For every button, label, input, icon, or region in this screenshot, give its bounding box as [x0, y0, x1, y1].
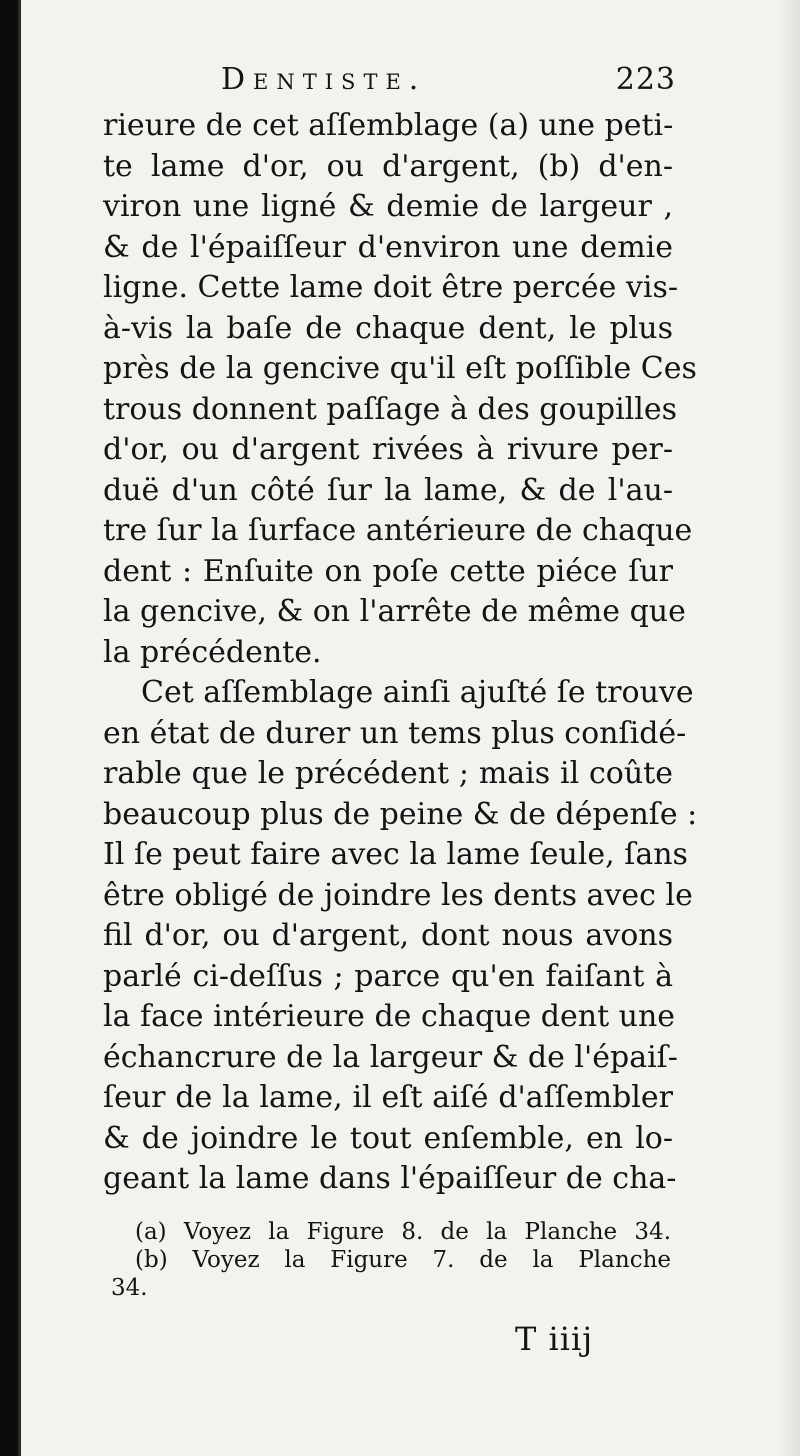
text-line: ſeur de la lame, il eſt aiſé d'aſſembler — [103, 1080, 673, 1115]
text-line: la face intérieure de chaque dent une — [103, 999, 676, 1034]
text-line: rieure de cet aſſemblage (a) une peti- — [103, 108, 674, 143]
text-line: viron une ligné & demie de largeur , — [103, 189, 673, 224]
signature-mark: T iiij — [515, 1320, 594, 1358]
text-line: te lame d'or, ou d'argent, (b) d'en- — [103, 148, 673, 184]
text-line: fil d'or, ou d'argent, dont nous avons — [103, 918, 673, 953]
text-line: la précédente. — [103, 634, 322, 670]
body-text — [103, 106, 698, 1200]
text-line: Il ſe peut faire avec la lame ſeule, ſans — [103, 837, 688, 872]
footnotes — [111, 1218, 671, 1302]
text-line: échancrure de la largeur & de l'épaiſ- — [103, 1039, 678, 1075]
page-number: 223 — [615, 62, 676, 97]
text-line-paragraph-start: Cet aſſemblage ainſi ajuſté ſe trouve — [141, 675, 694, 710]
text-line: parlé ci-deſſus ; parce qu'en faiſant à — [103, 958, 673, 994]
text-line: ligne. Cette lame doit être percée vis- — [103, 270, 678, 305]
footnote-b-continued: 34. — [111, 1275, 148, 1301]
page-edge-shadow — [778, 0, 800, 1456]
text-line: à-vis la baſe de chaque dent, le plus — [103, 310, 673, 346]
text-line: beaucoup plus de peine & de dépenſe : — [103, 796, 698, 832]
text-line: en état de durer un tems plus conſidé- — [103, 715, 687, 751]
footnote-a: (a) Voyez la Figure 8. de la Planche 34. — [135, 1219, 671, 1245]
text-line: duë d'un côté ſur la lame, & de l'au- — [103, 472, 673, 508]
text-line: trous donnent paſſage à des goupilles — [103, 391, 677, 427]
footnote-b: (b) Voyez la Figure 7. de la Planche — [135, 1247, 671, 1273]
text-line: près de la gencive qu'il eſt poſſible Ces — [103, 351, 697, 386]
text-line: & de joindre le tout enſemble, en lo- — [103, 1120, 673, 1156]
text-line: & de l'épaiſſeur d'environ une demie — [103, 229, 673, 265]
text-line: tre ſur la ſurface antérieure de chaque — [103, 513, 693, 548]
text-line: la gencive, & on l'arrête de même que — [103, 594, 686, 629]
text-line: geant la lame dans l'épaiſſeur de cha- — [103, 1161, 677, 1196]
text-line: d'or, ou d'argent rivées à rivure per- — [103, 432, 673, 467]
running-head — [221, 62, 676, 102]
text-line: rable que le précédent ; mais il coûte — [103, 756, 673, 791]
running-title: Dentiste. — [221, 62, 427, 97]
book-page — [18, 0, 800, 1456]
text-line: dent : Enſuite on poſe cette piéce ſur — [103, 553, 673, 589]
text-line: être obligé de joindre les dents avec le — [103, 877, 693, 913]
